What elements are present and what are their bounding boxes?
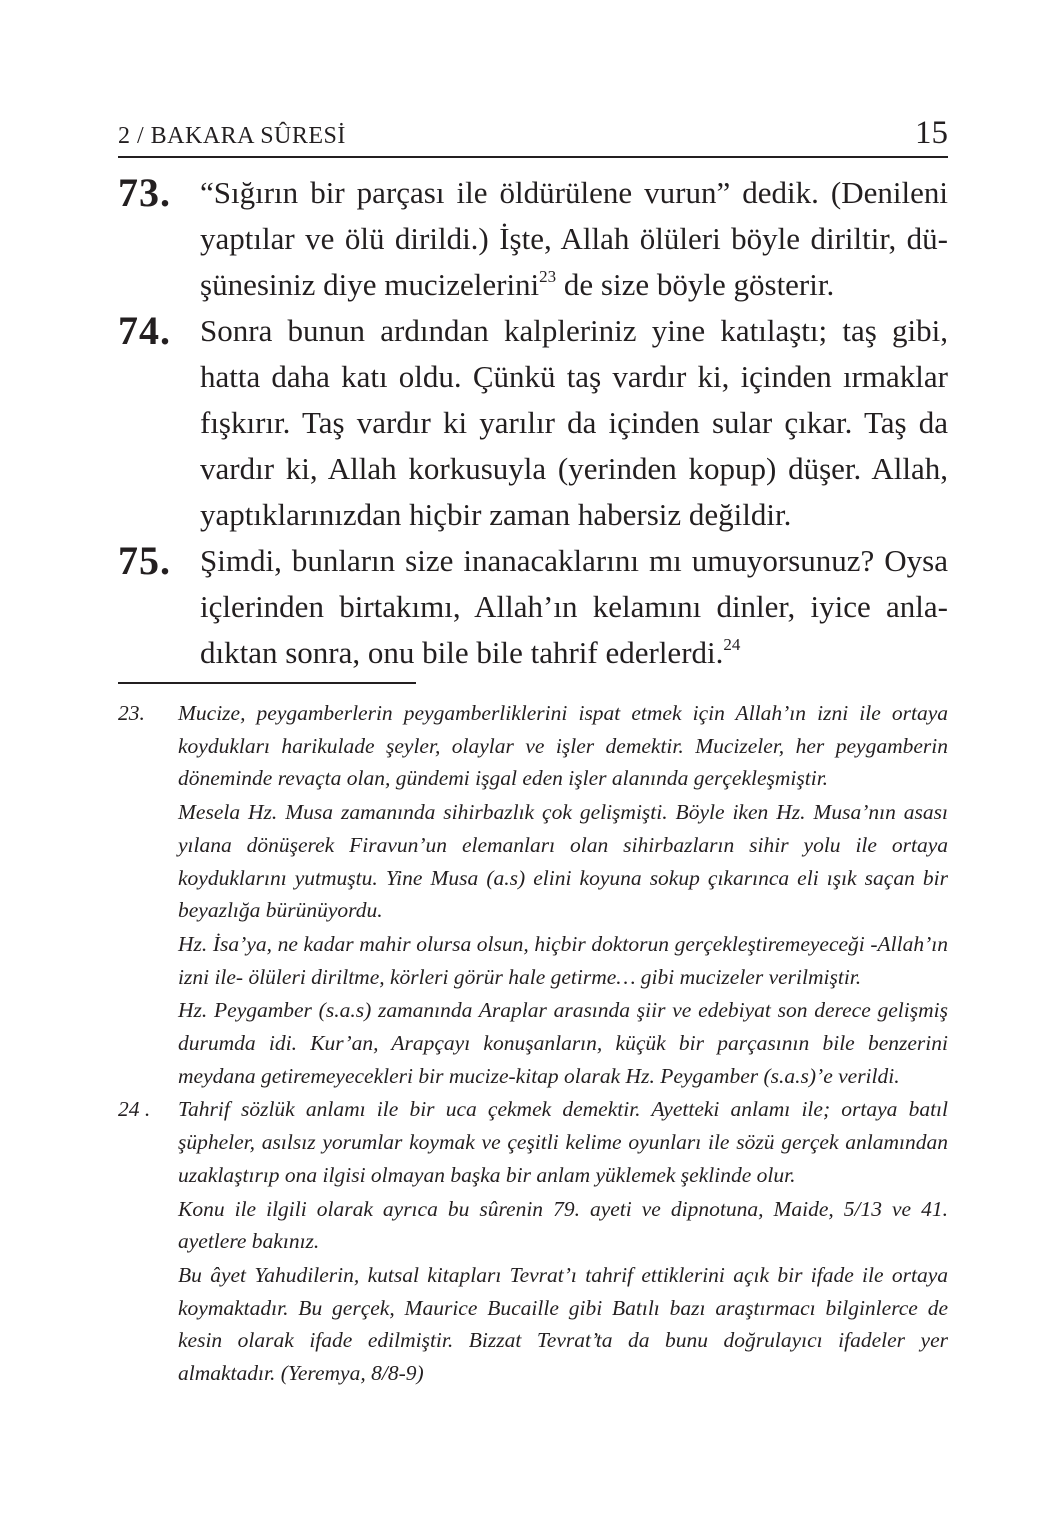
verse-number: 75. xyxy=(118,538,171,583)
verse-text-body: Sonra bunun ardından kalpleriniz yine katılaştı; taş gibi, hatta daha katı oldu. Çünkü taş vardır ki, içinden ırmaklar fışkırır. Taş vardır ki yarılır da içinden sular çıkar. Taş da vardır ki, Allah korkusuyla (yerinden kopup) düşer. Allah, yaptıklarınızdan hiçbir zaman habersiz değildir. xyxy=(200,313,948,532)
footnote-body xyxy=(178,697,948,1093)
page-header xyxy=(118,116,948,158)
page-number: 15 xyxy=(915,115,948,151)
footnote-number: 23. xyxy=(118,701,145,725)
verse-list xyxy=(118,170,948,676)
footnote-paragraph: Hz. İsa’ya, ne kadar mahir olursa olsun, hiçbir doktorun gerçekleştiremeyeceği -Allah’ın izni ile- ölüleri diriltme, körleri görür hale getirme… gibi mucizeler verilmiştir. xyxy=(178,931,948,989)
footnote-ref[interactable]: 23 xyxy=(539,266,557,286)
verse-number: 73. xyxy=(118,170,171,215)
footnotes xyxy=(118,697,948,1391)
footnote-paragraph: Mesela Hz. Musa zamanında sihirbazlık çok gelişmişti. Böyle iken Hz. Musa’nın asası yılana dönüşerek Firavun’un elemanları olan sihirbazların sihir yolu ile ortaya koyduklarını yutmuştu. Yine Musa (a.s) elini koyuna sokup çıkarınca eli ışık saçan bir beyazlığa bürünüyordu. xyxy=(178,800,948,923)
footnote-ref[interactable]: 24 xyxy=(723,634,741,654)
footnote-body xyxy=(178,1093,948,1390)
footnote-paragraph: Konu ile ilgili olarak ayrıca bu sûrenin 79. ayeti ve dipnotuna, Maide, 5/13 ve 41. ayetlere bakınız. xyxy=(178,1196,948,1254)
footnote-number: 24 . xyxy=(118,1097,151,1122)
footnote-24 xyxy=(118,1093,948,1390)
footnote-paragraph: Hz. Peygamber (s.a.s) zamanında Araplar arasında şiir ve edebiyat son derece gelişmiş durumda idi. Kur’an, Arapçayı konuşanların, küçük bir parçasının bile benzerini meydana getiremeyecekleri bir mucize-kitap olarak Hz. Peygamber (s.a.s)’e verildi. xyxy=(178,998,948,1088)
verse-74 xyxy=(118,308,948,538)
footnote-divider xyxy=(118,682,416,684)
verse-text xyxy=(200,538,948,676)
verse-text-tail: de size böyle gösterir. xyxy=(556,267,835,302)
footnote-paragraph: Mucize, peygamberlerin peygamberliklerini ispat etmek için Allah’ın izni ile ortaya koydukları harikulade şeyler, olaylar ve işler demektir. Mucizeler, her peygamberin döneminde revaçta olan, gündemi işgal eden işler alanında gerçekleşmiştir. xyxy=(178,701,948,791)
verse-75 xyxy=(118,538,948,676)
footnote-23 xyxy=(118,697,948,1093)
running-title: 2 / BAKARA SÛRESİ xyxy=(118,123,346,149)
verse-text xyxy=(200,170,948,308)
verse-text xyxy=(200,308,948,538)
footnote-paragraph: Tahrif sözlük anlamı ile bir uca çekmek demektir. Ayetteki anlamı ile; ortaya batıl şüpheler, asılsız yorumlar koymak ve çeşitli kelime oyunları ile sözü gerçek anlamından uzaklaştırıp ona ilgisi olmayan başka bir anlam yüklemek şeklinde olur. xyxy=(178,1097,948,1187)
verse-73 xyxy=(118,170,948,308)
verse-text-body: “Sığırın bir parçası ile öldürülene vurun” dedik. (Denileni yaptılar ve ölü dirildi.) İşte, Allah ölüleri böyle diriltir, düşünesiniz diye mucizelerini xyxy=(200,175,948,302)
verse-text-body: Şimdi, bunların size inanacaklarını mı umuyorsunuz? Oysa içlerinden birtakımı, Allah’ın kelamını dinler, iyice anladıktan sonra, onu bile bile tahrif ederlerdi. xyxy=(200,543,948,670)
footnote-paragraph: Bu âyet Yahudilerin, kutsal kitapları Tevrat’ı tahrif ettiklerini açık bir ifade ile ortaya koymaktadır. Bu gerçek, Maurice Bucaille gibi Batılı bazı araştırmacı bilginlerce de kesin olarak ifade edilmiştir. Bizzat Tevrat’ta da bunu doğrulayıcı ifadeler yer almaktadır. (Yeremya, 8/8-9) xyxy=(178,1262,948,1386)
verse-number: 74. xyxy=(118,308,171,353)
